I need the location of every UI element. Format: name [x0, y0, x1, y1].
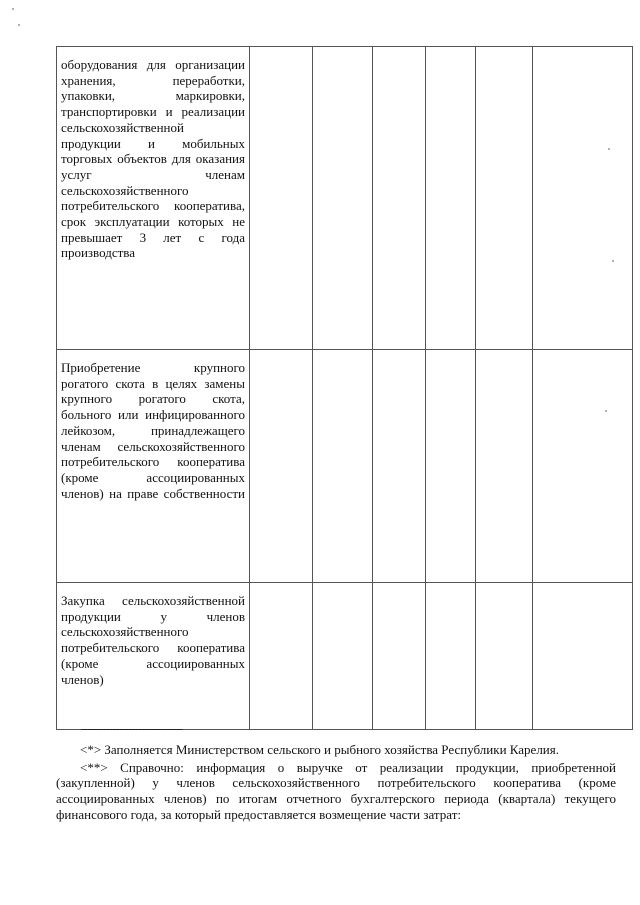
- table-cell: [533, 47, 633, 350]
- footnote-2: <**> Справочно: информация о выручке от реализации продукции, приобретенной (закупленной) у членов сельскохозяйственного потребительского кооператива (кроме ассоциированных членов) по итогам отчетного бухгалтерского периода (квартала) текущего финансового года, за который предоставляется возмещение части затрат:: [56, 759, 616, 822]
- table-cell: [426, 583, 476, 730]
- scan-speck: [12, 8, 14, 10]
- table-cell: [426, 350, 476, 583]
- footnote-separator: --------------------------------: [81, 723, 183, 735]
- table-cell: [533, 583, 633, 730]
- table-row: [57, 47, 633, 350]
- table-cell: [373, 350, 426, 583]
- table-cell: [533, 350, 633, 583]
- scan-speck: [605, 410, 607, 412]
- costs-table: [56, 46, 633, 730]
- footnotes: [56, 722, 616, 823]
- table-cell: [250, 47, 313, 350]
- table-cell: [313, 350, 373, 583]
- table-cell: [250, 583, 313, 730]
- scan-speck: [608, 148, 610, 150]
- table-cell: [426, 47, 476, 350]
- table-cell: [476, 47, 533, 350]
- table-cell: [313, 47, 373, 350]
- table-cell: [373, 583, 426, 730]
- row-label: Закупка сельскохозяйственной продукции у членов сельскохозяйственного потребительского кооператива (кроме ассоциированных членов): [57, 583, 250, 730]
- scan-speck: [18, 24, 20, 26]
- row-label: оборудования для организации хранения, переработки, упаковки, маркировки, транспортировки и реализации сельскохозяйственной продукции и мобильных торговых объектов для оказания услуг членам сельскохозяйственного потребительского кооператива, срок эксплуатации которых не превышает 3 лет с года производства: [57, 47, 250, 350]
- table-row: [57, 350, 633, 583]
- table-cell: [476, 583, 533, 730]
- table-cell: [373, 47, 426, 350]
- scan-speck: [612, 260, 614, 262]
- row-label: Приобретение крупного рогатого скота в целях замены крупного рогатого скота, больного или инфицированного лейкозом, принадлежащего членам сельскохозяйственного потребительского кооператива (кроме ассоциированных членов) на праве собственности: [57, 350, 250, 583]
- footnote-1: <*> Заполняется Министерством сельского и рыбного хозяйства Республики Карелия.: [80, 742, 559, 757]
- table-row: [57, 583, 633, 730]
- table-cell: [250, 350, 313, 583]
- table-cell: [313, 583, 373, 730]
- table-cell: [476, 350, 533, 583]
